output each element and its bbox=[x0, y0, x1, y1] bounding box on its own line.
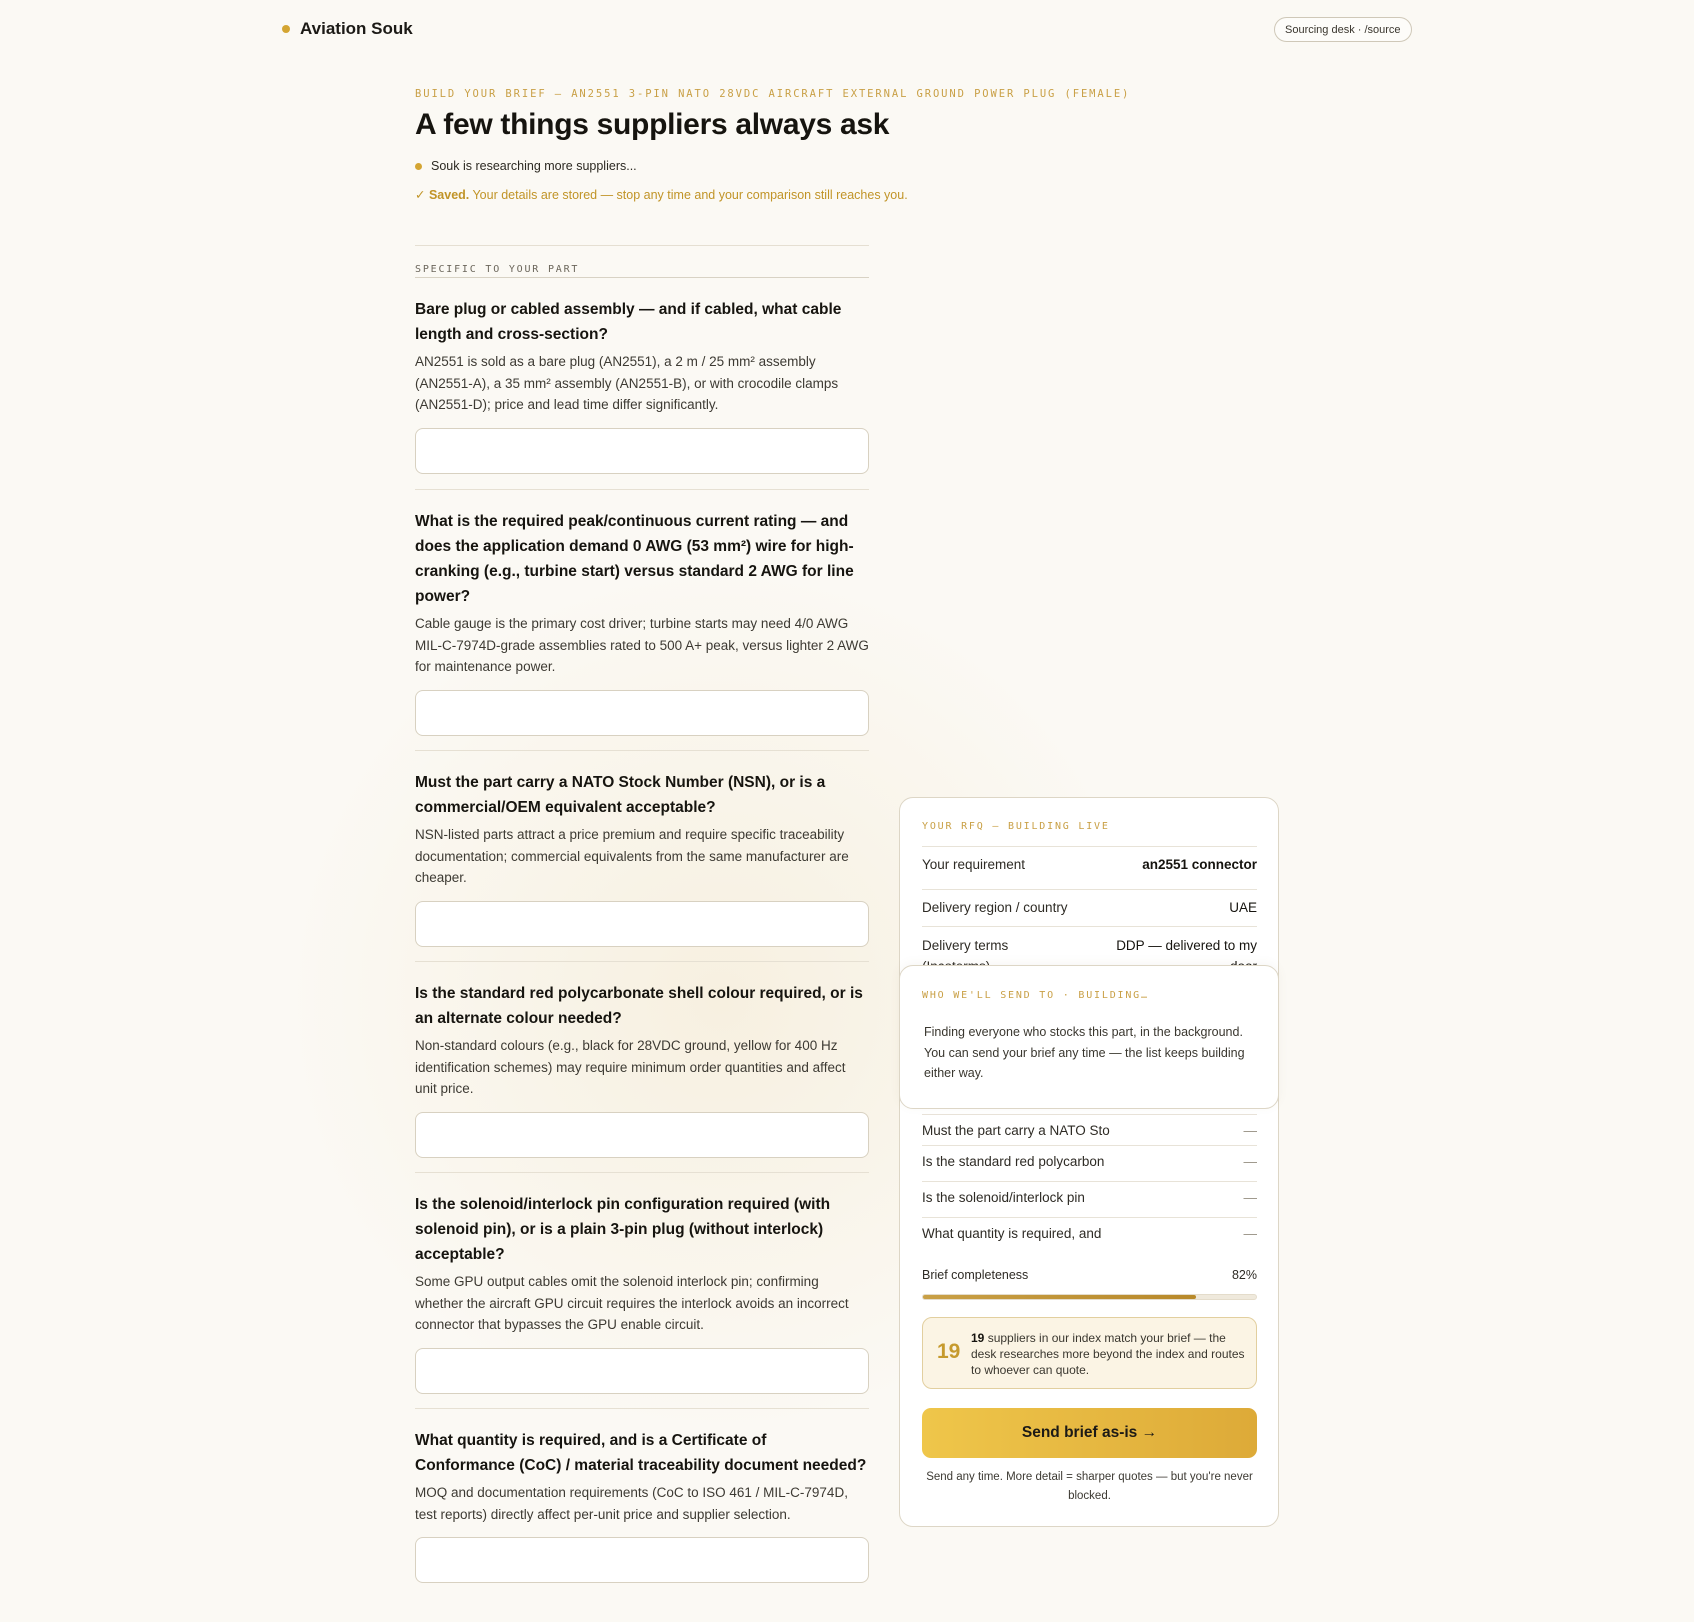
supplier-list-card bbox=[899, 965, 1279, 1109]
rfq-pending-row bbox=[922, 1217, 1257, 1253]
rfq-pending-value: — bbox=[1243, 1226, 1257, 1241]
completeness-value: 82% bbox=[1231, 1268, 1257, 1282]
rfq-pending-value: — bbox=[1243, 1190, 1257, 1205]
supplier-list-eyebrow: WHO WE'LL SEND TO · BUILDING… bbox=[922, 990, 1149, 1001]
section-underline bbox=[415, 277, 869, 278]
section-label: SPECIFIC TO YOUR PART bbox=[415, 264, 580, 275]
question-cable-assembly bbox=[415, 297, 869, 474]
rfq-row-value: UAE bbox=[1229, 900, 1257, 915]
status-dot-icon bbox=[415, 163, 422, 170]
question-help: Some GPU output cables omit the solenoid interlock pin; confirming whether the aircraft GPU circuit requires the interlock avoids an incorrect connector that bypasses the GPU enable circuit. bbox=[415, 1274, 849, 1332]
question-title: Must the part carry a NATO Stock Number (NSN), or is a commercial/OEM equivalent acceptable? bbox=[415, 774, 826, 816]
question-title: Is the standard red polycarbonate shell colour required, or is an alternate colour needed? bbox=[415, 985, 863, 1027]
question-title: Is the solenoid/interlock pin configuration required (with solenoid pin), or is a plain 3-pin plug (without interlock) acceptable? bbox=[415, 1196, 831, 1263]
answer-input-cable-assembly[interactable] bbox=[415, 428, 869, 474]
question-title: What is the required peak/continuous current rating — and does the application demand 0 AWG (53 mm²) wire for high-cranking (e.g., turbine start) versus standard 2 AWG for line power? bbox=[415, 513, 854, 605]
question-help: Cable gauge is the primary cost driver; turbine starts may need 4/0 AWG MIL-C-7974D-grade assemblies rated to 500 A+ peak, versus lighter 2 AWG for maintenance power. bbox=[415, 616, 869, 674]
research-status bbox=[415, 159, 637, 173]
question-help: MOQ and documentation requirements (CoC to ISO 461 / MIL-C-7974D, test reports) directly affect per-unit price and supplier selection. bbox=[415, 1485, 848, 1522]
saved-label: ✓ Saved. bbox=[415, 188, 470, 202]
rfq-row-region bbox=[922, 889, 1257, 926]
question-help: NSN-listed parts attract a price premium and require specific traceability documentation; commercial equivalents from the same manufacturer are cheaper. bbox=[415, 827, 849, 885]
brief-completeness bbox=[922, 1268, 1257, 1282]
question-divider bbox=[415, 750, 869, 751]
saved-text: Your details are stored — stop any time and your comparison still reaches you. bbox=[469, 188, 908, 202]
brief-eyebrow: BUILD YOUR BRIEF — AN2551 3-PIN NATO 28VDC AIRCRAFT EXTERNAL GROUND POWER PLUG (FEMALE) bbox=[415, 88, 1131, 100]
rfq-pending-label: Must the part carry a NATO Sto bbox=[922, 1123, 1110, 1138]
question-help: AN2551 is sold as a bare plug (AN2551), a 2 m / 25 mm² assembly (AN2551-A), a 35 mm² assembly (AN2551-B), or with crocodile clamps (AN2551-D); price and lead time differ significantly. bbox=[415, 354, 839, 412]
rfq-row-requirement bbox=[922, 846, 1257, 889]
question-title: What quantity is required, and is a Certificate of Conformance (CoC) / material traceability document needed? bbox=[415, 1432, 867, 1474]
rfq-row-value: an2551 connector bbox=[1142, 857, 1257, 872]
answer-input-interlock-pin[interactable] bbox=[415, 1348, 869, 1394]
rfq-row-value: DDP — delivered to my bbox=[1116, 938, 1257, 953]
supplier-list-text: Finding everyone who stocks this part, in the background. You can send your brief any time — the list keeps building either way. bbox=[924, 1025, 1245, 1080]
question-nsn bbox=[415, 770, 869, 947]
rfq-pending-label: What quantity is required, and bbox=[922, 1226, 1102, 1241]
brand[interactable] bbox=[282, 19, 413, 39]
question-divider bbox=[415, 489, 869, 490]
rfq-pending-label: Is the solenoid/interlock pin bbox=[922, 1190, 1085, 1205]
question-divider bbox=[415, 1172, 869, 1173]
rfq-row-label: Delivery terms bbox=[922, 938, 1009, 953]
brand-name: Aviation Souk bbox=[300, 19, 413, 38]
send-brief-button[interactable]: Send brief as-is → bbox=[922, 1408, 1257, 1458]
answer-input-current-rating[interactable] bbox=[415, 690, 869, 736]
question-current-rating bbox=[415, 509, 869, 736]
question-shell-colour bbox=[415, 981, 869, 1158]
brand-dot-icon bbox=[282, 25, 290, 33]
question-quantity-coc bbox=[415, 1428, 869, 1583]
rfq-pending-label: Is the standard red polycarbon bbox=[922, 1154, 1105, 1169]
question-help: Non-standard colours (e.g., black for 28VDC ground, yellow for 400 Hz identification schemes) may require minimum order quantities and affect unit price. bbox=[415, 1038, 846, 1096]
match-count: 19 bbox=[937, 1340, 961, 1363]
section-divider bbox=[415, 245, 869, 246]
rfq-row-label: Delivery region / country bbox=[922, 900, 1068, 915]
question-divider bbox=[415, 961, 869, 962]
completeness-bar bbox=[922, 1294, 1257, 1300]
rfq-eyebrow: YOUR RFQ — BUILDING LIVE bbox=[922, 821, 1110, 832]
supplier-match-box bbox=[922, 1317, 1257, 1389]
question-title: Bare plug or cabled assembly — and if cabled, what cable length and cross-section? bbox=[415, 301, 842, 343]
rfq-summary-card bbox=[899, 797, 1279, 1527]
rfq-pending-row bbox=[922, 1181, 1257, 1217]
send-note: Send any time. More detail = sharper quotes — but you're never blocked. bbox=[926, 1471, 1253, 1502]
sourcing-desk-pill[interactable]: Sourcing desk · /source bbox=[1274, 17, 1412, 42]
match-text bbox=[971, 1330, 1246, 1378]
page-title: A few things suppliers always ask bbox=[415, 108, 890, 141]
rfq-pending-value: — bbox=[1243, 1123, 1257, 1138]
rfq-pending-value: — bbox=[1243, 1154, 1257, 1169]
match-description: suppliers in our index match your brief — the desk researches more beyond the index and routes to whoever can quote. bbox=[971, 1331, 1245, 1377]
question-interlock-pin bbox=[415, 1192, 869, 1394]
answer-input-quantity-coc[interactable] bbox=[415, 1537, 869, 1583]
completeness-label: Brief completeness bbox=[922, 1268, 1029, 1282]
completeness-bar-fill bbox=[923, 1295, 1196, 1299]
research-status-text: Souk is researching more suppliers... bbox=[431, 159, 637, 173]
match-count-inline: 19 bbox=[971, 1331, 985, 1345]
answer-input-nsn[interactable] bbox=[415, 901, 869, 947]
question-divider bbox=[415, 1408, 869, 1409]
saved-notice bbox=[415, 187, 1035, 202]
answer-input-shell-colour[interactable] bbox=[415, 1112, 869, 1158]
rfq-row-label: Your requirement bbox=[922, 857, 1026, 872]
rfq-pending-row bbox=[922, 1145, 1257, 1181]
